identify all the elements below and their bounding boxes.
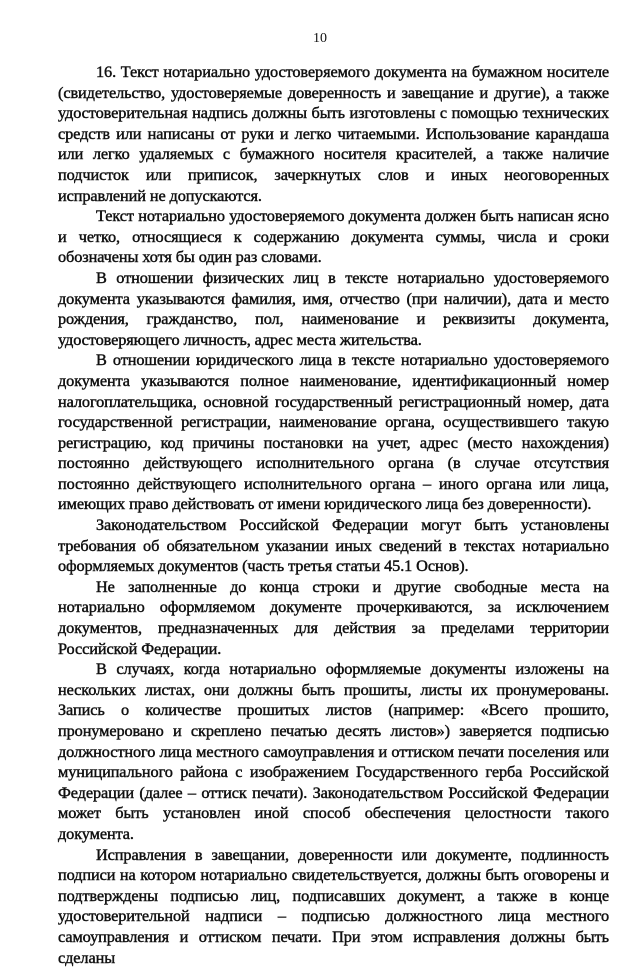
paragraph-legal-entity: В отношении юридического лица в тексте нотариально удостоверяемого документа указываются полное наименование, идентификационный номер налогоплательщика, основной государственный регистрационный номер, дата государственной регистрации, наименование органа, осуществившего такую регистрацию, код причины постановки на учет, адрес (место нахождения) постоянно действующего исполнительного органа (в случае отсутствия постоянно действующего исполнительного органа – иного органа или лица, имеющих право действовать от имени юридического лица без доверенности). [58,350,609,514]
paragraph-corrections: Исправления в завещании, доверенности или документе, подлинность подписи на котором нотариально свидетельствуется, должны быть оговорены и подтверждены подписью лиц, подписавших документ, а также в конце удостоверительной надписи – подписью должностного лица местного самоуправления и оттиском печати. При этом исправления должны быть сделаны [58,844,609,967]
paragraph-clarity: Текст нотариально удостоверяемого документа должен быть написан ясно и четко, относящиеся к содержанию документа суммы, числа и сроки обозначены хотя бы один раз словами. [58,206,609,267]
document-body [58,62,609,968]
page-number: 10 [313,31,327,46]
paragraph-individuals: В отношении физических лиц в тексте нотариально удостоверяемого документа указываются фамилия, имя, отчество (при наличии), дата и место рождения, гражданство, пол, наименование и реквизиты документа, удостоверяющего личность, адрес места жительства. [58,267,609,349]
paragraph-legislation: Законодательством Российской Федерации могут быть установлены требования об обязательном указании иных сведений в текстах нотариально оформляемых документов (часть третья статьи 45.1 Основ). [58,515,609,576]
paragraph-multiple-sheets: В случаях, когда нотариально оформляемые документы изложены на нескольких листах, они должны быть прошиты, листы их пронумерованы. Запись о количестве прошитых листов (например: «Всего прошито, пронумеровано и скреплено печатью десять листов») заверяется подписью должностного лица местного самоуправления и оттиском печати поселения или муниципального района с изображением Государственного герба Российской Федерации (далее – оттиск печати). Законодательством Российской Федерации может быть установлен иной способ обеспечения целостности такого документа. [58,659,609,843]
paragraph-blank-spaces: Не заполненные до конца строки и другие свободные места на нотариально оформляемом документе прочеркиваются, за исключением документов, предназначенных для действия за пределами территории Российской Федерации. [58,576,609,658]
paragraph-requirements-text: 16. Текст нотариально удостоверяемого документа на бумажном носителе (свидетельство, удостоверяемые доверенность и завещание и другие), а также удостоверительная надпись должны быть изготовлены с помощью технических средств или написаны от руки и легко читаемыми. Использование карандаша или легко удаляемых с бумажного носителя красителей, а также наличие подчисток или приписок, зачеркнутых слов и иных неоговоренных исправлений не допускаются. [58,62,609,205]
